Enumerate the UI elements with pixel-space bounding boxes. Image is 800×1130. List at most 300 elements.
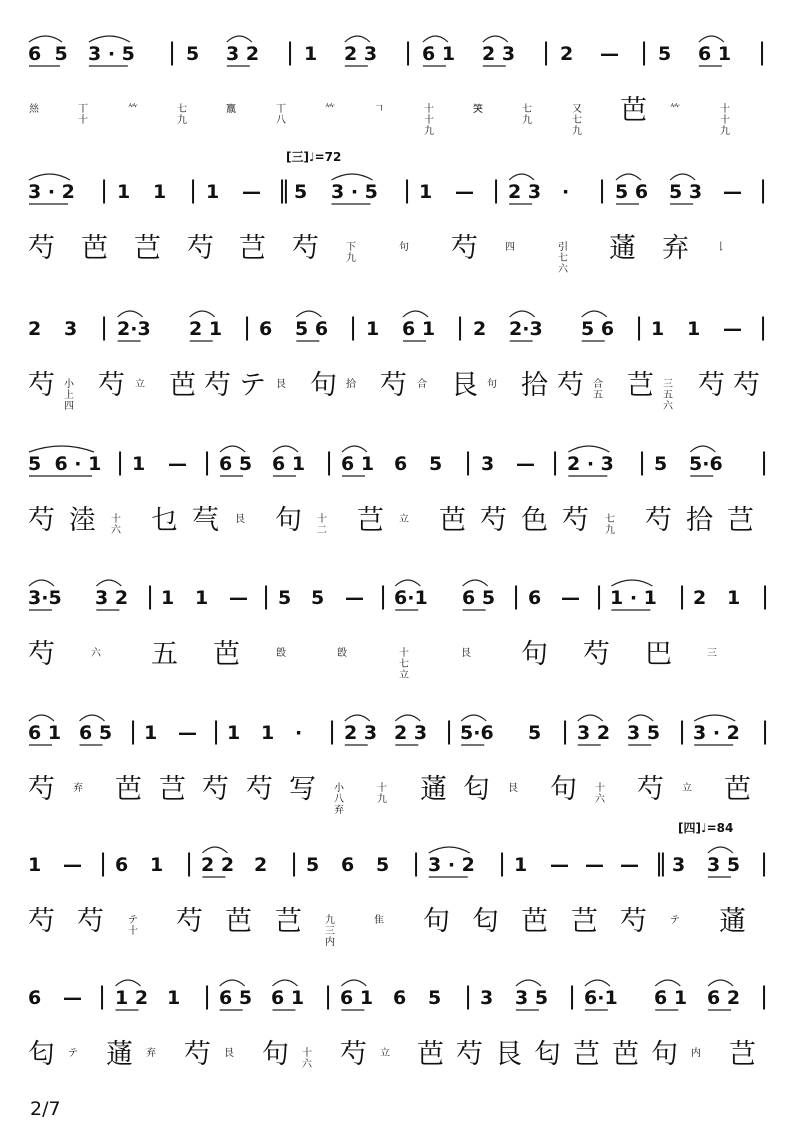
barline: | bbox=[185, 849, 194, 877]
notation-system bbox=[28, 305, 788, 415]
tablature-character: 巴 bbox=[645, 639, 672, 670]
slur bbox=[429, 847, 470, 853]
notation-system bbox=[28, 440, 788, 550]
barline: | bbox=[100, 313, 109, 341]
tablature-character: 芍 bbox=[77, 906, 104, 937]
melody-note: 5 bbox=[311, 587, 325, 609]
tablature-annotation: 艮 bbox=[224, 1048, 234, 1059]
slur bbox=[694, 715, 735, 721]
tablature-annotation: 𠃍 bbox=[374, 104, 384, 115]
tablature-character: 句 bbox=[521, 639, 548, 670]
tablature-character: 蓪 bbox=[719, 906, 746, 937]
jianzipu-tablature-line bbox=[28, 1036, 788, 1076]
tablature-annotation: 四 bbox=[505, 242, 515, 253]
notation-system bbox=[28, 30, 788, 140]
tablature-annotation: 𥫗 bbox=[128, 104, 138, 115]
tablature-annotation: 三五六 bbox=[663, 379, 673, 412]
melody-note: 6 bbox=[28, 987, 42, 1009]
slur bbox=[272, 980, 297, 986]
tablature-annotation: 艮 bbox=[508, 783, 518, 794]
tablature-character: 匂 bbox=[534, 1039, 561, 1070]
tablature-annotation: 𠄌 bbox=[716, 242, 726, 253]
barline: | bbox=[262, 582, 271, 610]
tablature-character: 艮 bbox=[451, 370, 478, 401]
melody-note: 1 bbox=[206, 181, 220, 203]
barline: | bbox=[116, 448, 125, 476]
melody-note: 3 2 bbox=[95, 587, 129, 609]
melody-note: 2 3 bbox=[508, 181, 542, 203]
melody-note: — bbox=[600, 43, 619, 65]
jianzipu-tablature-line bbox=[28, 230, 788, 275]
slur bbox=[403, 311, 428, 317]
barline: | bbox=[568, 982, 577, 1010]
tablature-annotation: テ十 bbox=[128, 915, 138, 937]
melody-note: 1 bbox=[304, 43, 318, 65]
melody-note: 6·1 bbox=[394, 587, 428, 609]
tablature-annotation: 十十九 bbox=[424, 104, 434, 137]
melody-note: 1 bbox=[687, 318, 701, 340]
melody-note: 1 bbox=[132, 453, 146, 475]
tablature-annotation: テ bbox=[68, 1048, 78, 1059]
melody-note: — bbox=[561, 587, 580, 609]
tablature-annotation: 丅八 bbox=[276, 104, 286, 126]
tablature-character: 芭 bbox=[225, 906, 252, 937]
melody-note: — bbox=[550, 854, 569, 876]
barline: | bbox=[760, 982, 769, 1010]
barline: | bbox=[638, 448, 647, 476]
jianzipu-tablature-line bbox=[28, 636, 788, 681]
barline: | bbox=[100, 176, 109, 204]
tablature-character: 芭 bbox=[612, 1039, 639, 1070]
melody-note: 6 5 bbox=[219, 453, 253, 475]
tablature-character: 芍 bbox=[480, 505, 507, 536]
tablature-annotation: 拾 bbox=[346, 379, 356, 390]
jianzipu-tablature-line bbox=[28, 771, 788, 816]
melody-note: · bbox=[295, 722, 303, 744]
melody-note: 3 · 2 bbox=[28, 181, 75, 203]
melody-note: 1 bbox=[28, 854, 42, 876]
tablature-character: 芍 bbox=[28, 639, 55, 670]
melody-line bbox=[28, 709, 788, 771]
melody-note: 5 3 bbox=[669, 181, 703, 203]
melody-note: 2 · 3 bbox=[567, 453, 614, 475]
melody-note: 5 bbox=[654, 453, 668, 475]
tablature-annotation: 𣪘 bbox=[337, 648, 347, 659]
melody-note: — bbox=[723, 318, 742, 340]
barline: | bbox=[189, 176, 198, 204]
tablature-annotation: 𣎆 bbox=[226, 104, 236, 115]
slur bbox=[332, 174, 373, 180]
tablature-character: 芑 bbox=[571, 906, 598, 937]
melody-note: 3 5 bbox=[515, 987, 549, 1009]
tablature-character: 句 bbox=[423, 906, 450, 937]
barline: | bbox=[542, 38, 551, 66]
slur bbox=[220, 446, 245, 452]
tablature-character: 芍 bbox=[28, 906, 55, 937]
tablature-annotation: 下九 bbox=[346, 242, 356, 264]
melody-note: 5 bbox=[186, 43, 200, 65]
melody-note: 5·6 bbox=[689, 453, 723, 475]
barline: | bbox=[203, 982, 212, 1010]
melody-note: 2 bbox=[560, 43, 574, 65]
barline: | bbox=[678, 582, 687, 610]
tablature-annotation: 立 bbox=[682, 783, 692, 794]
slur bbox=[483, 36, 508, 42]
section-marker: [四]♩=84 bbox=[678, 821, 734, 835]
tablature-annotation: 𥬇 bbox=[473, 104, 483, 115]
slur bbox=[568, 446, 609, 452]
tablature-annotation: 七九 bbox=[605, 514, 615, 536]
barline: | bbox=[328, 717, 337, 745]
melody-note: 5 6 bbox=[615, 181, 649, 203]
melody-note: 1 2 bbox=[115, 987, 149, 1009]
melody-note: 3 bbox=[672, 854, 686, 876]
slur bbox=[341, 980, 366, 986]
tablature-annotation: 小上四 bbox=[64, 379, 74, 412]
barline: | bbox=[759, 176, 768, 204]
tablature-character: 句 bbox=[275, 505, 302, 536]
slur bbox=[463, 580, 488, 586]
tablature-character: 芍 bbox=[698, 370, 725, 401]
melody-note: 3 2 bbox=[226, 43, 260, 65]
melody-note: 2 bbox=[28, 318, 42, 340]
melody-note: 5·6 bbox=[460, 722, 494, 744]
melody-note: 2 3 bbox=[394, 722, 428, 744]
tablature-annotation: 十二 bbox=[317, 514, 327, 536]
tablature-character: 蓪 bbox=[106, 1039, 133, 1070]
tablature-character: 芭 bbox=[81, 233, 108, 264]
tablature-annotation: 合 bbox=[417, 379, 427, 390]
tablature-character: 芭 bbox=[115, 774, 142, 805]
barline: | bbox=[512, 582, 521, 610]
melody-note: 5 6 bbox=[295, 318, 329, 340]
melody-note: — bbox=[516, 453, 535, 475]
melody-note: 1 bbox=[167, 987, 181, 1009]
tablature-character: 芍 bbox=[28, 233, 55, 264]
tablature-character: 淕 bbox=[69, 505, 96, 536]
melody-note: 6 1 bbox=[271, 987, 305, 1009]
notation-system bbox=[28, 974, 788, 1084]
slur bbox=[423, 36, 448, 42]
tablature-character: 艮 bbox=[495, 1039, 522, 1070]
melody-line bbox=[28, 974, 788, 1036]
slur bbox=[509, 174, 534, 180]
melody-note: 3 bbox=[64, 318, 78, 340]
tablature-character: 芍 bbox=[620, 906, 647, 937]
tablature-character: 芭 bbox=[521, 906, 548, 937]
slur bbox=[699, 36, 724, 42]
barline: ‖ bbox=[655, 849, 666, 877]
melody-note: 6 5 bbox=[219, 987, 253, 1009]
slur bbox=[395, 715, 420, 721]
tablature-character: 芑 bbox=[573, 1039, 600, 1070]
barline: | bbox=[98, 982, 107, 1010]
tablature-annotation: 六 bbox=[91, 648, 101, 659]
tablature-character: 芍 bbox=[98, 370, 125, 401]
melody-note: — bbox=[585, 854, 604, 876]
melody-note: 6 5 bbox=[79, 722, 113, 744]
melody-note: 6 bbox=[341, 854, 355, 876]
barline: | bbox=[761, 582, 770, 610]
melody-note: — bbox=[345, 587, 364, 609]
melody-note: 6 5 bbox=[28, 43, 68, 65]
barline: | bbox=[290, 849, 299, 877]
tablature-annotation: 合五 bbox=[593, 379, 603, 401]
tablature-character: 芑 bbox=[727, 505, 754, 536]
tablature-character: 芍 bbox=[340, 1039, 367, 1070]
slur bbox=[616, 174, 641, 180]
slur bbox=[89, 36, 130, 42]
slur bbox=[29, 36, 62, 42]
slur bbox=[655, 980, 680, 986]
tablature-character: 芍 bbox=[733, 370, 760, 401]
melody-note: 2·3 bbox=[509, 318, 543, 340]
melody-note: 6·1 bbox=[584, 987, 618, 1009]
melody-note: 3 2 bbox=[577, 722, 611, 744]
tablature-character: 色 bbox=[521, 505, 548, 536]
jianzipu-tablature-line bbox=[28, 92, 788, 137]
barline: | bbox=[379, 582, 388, 610]
slur bbox=[461, 715, 486, 721]
melody-line bbox=[28, 305, 788, 367]
melody-note: 6 2 bbox=[707, 987, 741, 1009]
slur bbox=[220, 980, 245, 986]
melody-note: — bbox=[178, 722, 197, 744]
slur bbox=[708, 980, 733, 986]
melody-note: 6 1 bbox=[422, 43, 456, 65]
melody-note: 5 6 · 1 bbox=[28, 453, 102, 475]
tablature-character: 芍 bbox=[583, 639, 610, 670]
barline: | bbox=[595, 582, 604, 610]
tablature-character: 芍 bbox=[557, 370, 584, 401]
melody-note: 1 · 1 bbox=[610, 587, 657, 609]
slur bbox=[395, 580, 420, 586]
barline: | bbox=[598, 176, 607, 204]
tablature-character: 芑 bbox=[239, 233, 266, 264]
melody-note: 6 1 bbox=[28, 722, 62, 744]
slur bbox=[345, 715, 370, 721]
barline: | bbox=[129, 717, 138, 745]
barline: | bbox=[640, 38, 649, 66]
tablature-character: 芑 bbox=[357, 505, 384, 536]
melody-note: 2 bbox=[693, 587, 707, 609]
melody-line bbox=[28, 841, 788, 903]
tablature-annotation: 艮 bbox=[461, 648, 471, 659]
tablature-character: 弃 bbox=[662, 233, 689, 264]
tablature-character: 匂 bbox=[463, 774, 490, 805]
tablature-character: 蓪 bbox=[420, 774, 447, 805]
slur bbox=[585, 980, 610, 986]
tablature-character: 句 bbox=[550, 774, 577, 805]
jianzipu-tablature-line bbox=[28, 903, 788, 948]
melody-note: 2 bbox=[254, 854, 268, 876]
tablature-character: 芭 bbox=[417, 1039, 444, 1070]
melody-note: 1 bbox=[153, 181, 167, 203]
tablature-character: 乜 bbox=[151, 505, 178, 536]
melody-note: 6 bbox=[115, 854, 129, 876]
barline: | bbox=[551, 448, 560, 476]
barline: | bbox=[759, 313, 768, 341]
tablature-annotation: 十六 bbox=[595, 783, 605, 805]
slur bbox=[690, 446, 715, 452]
tablature-character: 芭 bbox=[439, 505, 466, 536]
melody-note: 6 1 bbox=[340, 987, 374, 1009]
melody-note: 3 5 bbox=[627, 722, 661, 744]
melody-note: 5 bbox=[528, 722, 542, 744]
melody-note: — bbox=[242, 181, 261, 203]
barline: | bbox=[412, 849, 421, 877]
tablature-annotation: 十十九 bbox=[720, 104, 730, 137]
barline: | bbox=[498, 849, 507, 877]
tablature-character: 芭 bbox=[169, 370, 196, 401]
melody-note: 1 bbox=[195, 587, 209, 609]
melody-note: 1 bbox=[366, 318, 380, 340]
melody-note: 2 3 bbox=[482, 43, 516, 65]
melody-note: 5 bbox=[294, 181, 308, 203]
tablature-character: 芍 bbox=[637, 774, 664, 805]
tablature-character: 芭 bbox=[620, 95, 647, 126]
tablature-annotation: 隹 bbox=[374, 915, 384, 926]
tablature-character: 芞 bbox=[192, 505, 219, 536]
barline: | bbox=[243, 313, 252, 341]
tablature-character: 芍 bbox=[645, 505, 672, 536]
melody-note: · bbox=[562, 181, 570, 203]
slur bbox=[708, 847, 733, 853]
melody-note: 1 bbox=[117, 181, 131, 203]
tablature-character: 句 bbox=[651, 1039, 678, 1070]
melody-note: — bbox=[168, 453, 187, 475]
tablature-character: 芍 bbox=[28, 774, 55, 805]
tablature-annotation: 九三内 bbox=[325, 915, 335, 948]
tablature-annotation: 弃 bbox=[73, 783, 83, 794]
tablature-annotation: 十九 bbox=[377, 783, 387, 805]
tablature-character: 芍 bbox=[28, 505, 55, 536]
tablature-character: 芍 bbox=[380, 370, 407, 401]
melody-note: 1 bbox=[144, 722, 158, 744]
melody-note: 5 bbox=[658, 43, 672, 65]
melody-note: 6 bbox=[393, 987, 407, 1009]
tablature-character: 匂 bbox=[472, 906, 499, 937]
barline: | bbox=[324, 982, 333, 1010]
tablature-character: 芍 bbox=[456, 1039, 483, 1070]
tablature-character: 芍 bbox=[451, 233, 478, 264]
barline: | bbox=[761, 717, 770, 745]
melody-note: 6 bbox=[259, 318, 273, 340]
slur bbox=[582, 311, 607, 317]
barline: | bbox=[404, 38, 413, 66]
tablature-character: 芑 bbox=[134, 233, 161, 264]
melody-note: 1 bbox=[227, 722, 241, 744]
tablature-annotation: 艮 bbox=[276, 379, 286, 390]
melody-note: 2·3 bbox=[117, 318, 151, 340]
tablature-character: 五 bbox=[151, 639, 178, 670]
melody-line bbox=[28, 574, 788, 636]
melody-note: 2 2 bbox=[201, 854, 235, 876]
slur bbox=[273, 446, 298, 452]
barline: | bbox=[99, 849, 108, 877]
tablature-character: 芑 bbox=[159, 774, 186, 805]
barline: ‖ bbox=[278, 176, 289, 204]
notation-system bbox=[28, 709, 788, 819]
melody-note: 3 5 bbox=[707, 854, 741, 876]
barline: | bbox=[146, 582, 155, 610]
tablature-character: 芍 bbox=[187, 233, 214, 264]
melody-note: 6 1 bbox=[698, 43, 732, 65]
melody-note: 6 1 bbox=[341, 453, 375, 475]
melody-note: 3 · 5 bbox=[88, 43, 135, 65]
melody-note: — bbox=[620, 854, 639, 876]
tablature-character: 句 bbox=[262, 1039, 289, 1070]
slur bbox=[80, 715, 105, 721]
tablature-annotation: 三 bbox=[707, 648, 717, 659]
slur bbox=[578, 715, 603, 721]
melody-note: 6 1 bbox=[272, 453, 306, 475]
melody-note: 6 bbox=[528, 587, 542, 609]
barline: | bbox=[678, 717, 687, 745]
melody-note: 3·5 bbox=[28, 587, 62, 609]
barline: | bbox=[286, 38, 295, 66]
tablature-annotation: 小八弃 bbox=[334, 783, 344, 816]
melody-note: 1 bbox=[727, 587, 741, 609]
slur bbox=[29, 715, 54, 721]
melody-note: 1 bbox=[514, 854, 528, 876]
tablature-annotation: 立 bbox=[135, 379, 145, 390]
melody-note: 2 3 bbox=[344, 722, 378, 744]
tablature-annotation: 立 bbox=[399, 514, 409, 525]
melody-note: 3 · 5 bbox=[331, 181, 378, 203]
jianzipu-tablature-line bbox=[28, 502, 788, 542]
tablature-annotation: 七九 bbox=[177, 104, 187, 126]
tablature-annotation: 丅十 bbox=[78, 104, 88, 126]
tablature-annotation: 艮 bbox=[235, 514, 245, 525]
barline: | bbox=[561, 717, 570, 745]
melody-note: 3 · 2 bbox=[428, 854, 475, 876]
slur bbox=[516, 980, 541, 986]
page-number: 2/7 bbox=[30, 1098, 61, 1120]
slur bbox=[342, 446, 367, 452]
melody-note: 1 bbox=[150, 854, 164, 876]
melody-line bbox=[28, 30, 788, 92]
tablature-annotation: 立 bbox=[380, 1048, 390, 1059]
melody-note: 6 bbox=[394, 453, 408, 475]
notation-system bbox=[28, 150, 788, 278]
melody-note: 5 bbox=[428, 987, 442, 1009]
slur bbox=[190, 311, 215, 317]
jianzipu-tablature-line bbox=[28, 367, 788, 412]
slur bbox=[611, 580, 652, 586]
melody-note: 3 · 2 bbox=[693, 722, 740, 744]
tablature-character: 芍 bbox=[28, 370, 55, 401]
barline: | bbox=[492, 176, 501, 204]
slur bbox=[296, 311, 321, 317]
melody-note: 6 1 bbox=[402, 318, 436, 340]
melody-note: 2 1 bbox=[189, 318, 223, 340]
tablature-character: 芍 bbox=[246, 774, 273, 805]
melody-note: 5 6 bbox=[581, 318, 615, 340]
tablature-character: 芭 bbox=[213, 639, 240, 670]
barline: | bbox=[325, 448, 334, 476]
barline: | bbox=[758, 38, 767, 66]
tablature-character: 芑 bbox=[275, 906, 302, 937]
tablature-annotation: 𥫗 bbox=[325, 104, 335, 115]
barline: | bbox=[464, 448, 473, 476]
tablature-character: テ bbox=[239, 370, 266, 401]
tablature-annotation: 𢇁 bbox=[29, 104, 39, 115]
tablature-annotation: 句 bbox=[487, 379, 497, 390]
melody-note: — bbox=[455, 181, 474, 203]
slur bbox=[202, 847, 227, 853]
slur bbox=[118, 311, 143, 317]
